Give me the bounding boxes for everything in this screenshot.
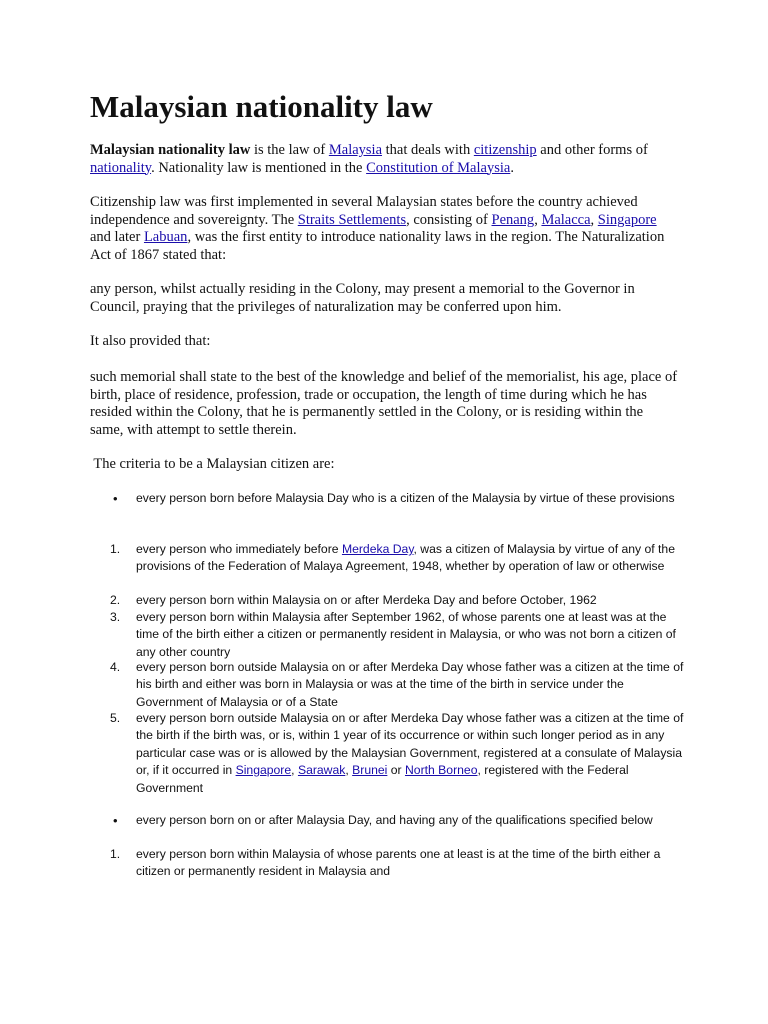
list-marker: 5. [110, 711, 121, 725]
list-item-2: every person born within Malaysia on or after Merdeka Day and before October, 1962 [136, 593, 597, 607]
quote-paragraph-1: any person, whilst actually residing in the Colony, may present a memorial to the Governor in Council, praying that the privileges of naturalization may be conferred upon him. [90, 281, 635, 315]
history-text: and later [90, 229, 144, 245]
history-text: , [590, 211, 598, 228]
quote-paragraph-2: such memorial shall state to the best of the knowledge and belief of the memorialist, his age, place of birth, place of residence, profession, trade or occupation, the length of time during which he has resided within the Colony, that he is permanently settled in the Colony, or is residing within the same, with attempt to settle therein. [90, 369, 678, 438]
list-item-3: every person born within Malaysia after September 1962, of whose parents one at least was at the time of the birth either a citizen or permanently resident in Malaysia, or who was not born a citizen of any other country [136, 610, 676, 659]
link-sarawak[interactable]: Sarawak [297, 763, 346, 778]
list-marker: 1. [110, 847, 121, 861]
list-item-text: , was a citizen of Malaysia by virtue of any of the provisions of the Federation of Malaya Agreement, 1948, whether by operation of law or otherwise [136, 542, 675, 574]
history-paragraph [90, 194, 680, 264]
history-text: , consisting of [406, 211, 492, 228]
intro-text: . Nationality law is mentioned in the [151, 159, 367, 176]
list-item-4: every person born outside Malaysia on or after Merdeka Day whose father was a citizen at the time of his birth and either was born in Malaysia or was at the time of the birth in service under the Government of Malaysia or of a State [136, 660, 684, 709]
link-labuan[interactable]: Labuan [143, 229, 188, 245]
intro-bold-term: Malaysian nationality law [90, 142, 251, 158]
link-malaysia[interactable]: Malaysia [328, 142, 383, 158]
intro-text: is the law of [250, 142, 329, 158]
link-singapore-2[interactable]: Singapore [235, 763, 292, 778]
page-title: Malaysian nationality law [90, 89, 433, 124]
link-brunei[interactable]: Brunei [352, 763, 388, 778]
link-nationality[interactable]: nationality [90, 159, 152, 176]
link-citizenship[interactable]: citizenship [473, 142, 537, 158]
intro-text: . [510, 159, 514, 176]
list-item-text: , [291, 763, 298, 778]
link-constitution-of-malaysia[interactable]: Constitution of Malaysia [366, 159, 511, 176]
also-provided-paragraph: It also provided that: [90, 333, 211, 349]
link-malacca[interactable]: Malacca [541, 211, 591, 228]
link-singapore[interactable]: Singapore [597, 211, 657, 228]
bullet-marker: • [113, 491, 118, 506]
list-marker: 2. [110, 593, 121, 607]
intro-text: that deals with [382, 142, 474, 158]
history-text: , was the first entity to introduce nationality laws in the region. The Naturalization Act of 1867 stated that: [90, 229, 665, 263]
list-item-text: , [345, 763, 353, 778]
list-marker: 4. [110, 660, 121, 674]
link-straits-settlements[interactable]: Straits Settlements [297, 211, 407, 228]
intro-paragraph [90, 142, 680, 177]
list-item-1 [136, 541, 686, 576]
history-text: Citizenship law was first implemented in several Malaysian states before the country achieved independence and sovereignty. The [90, 194, 638, 228]
list-item-text: every person who immediately before [136, 542, 342, 556]
list-item-text: or [387, 763, 405, 778]
list-item-text: every person born outside Malaysia on or after Merdeka Day whose father was a citizen at the time of the birth if the birth was, or is, within 1 year of its occurrence or within such longer period as in any particular case was or is allowed by the Malaysian Government, registered at a consulate of Malaysia or, if it occurred in [136, 711, 684, 778]
bullet-item-2: every person born on or after Malaysia Day, and having any of the qualifications specified below [136, 813, 653, 827]
bullet-item-1: every person born before Malaysia Day who is a citizen of the Malaysia by virtue of these provisions [136, 491, 675, 505]
link-penang[interactable]: Penang [491, 211, 535, 228]
list-item-text: , registered with the Federal Government [136, 763, 629, 795]
list-item-5 [136, 710, 686, 797]
link-merdeka-day[interactable]: Merdeka Day [341, 542, 414, 556]
list-marker: 1. [110, 542, 121, 556]
history-text: , [534, 211, 542, 228]
intro-text: and other forms of [536, 142, 648, 158]
criteria-heading: The criteria to be a Malaysian citizen are: [90, 456, 335, 472]
bullet-marker: • [113, 813, 118, 828]
link-north-borneo[interactable]: North Borneo [404, 763, 478, 778]
list-marker: 3. [110, 610, 121, 624]
list-item-b1: every person born within Malaysia of whose parents one at least is at the time of the birth either a citizen or permanently resident in Malaysia and [136, 847, 661, 879]
